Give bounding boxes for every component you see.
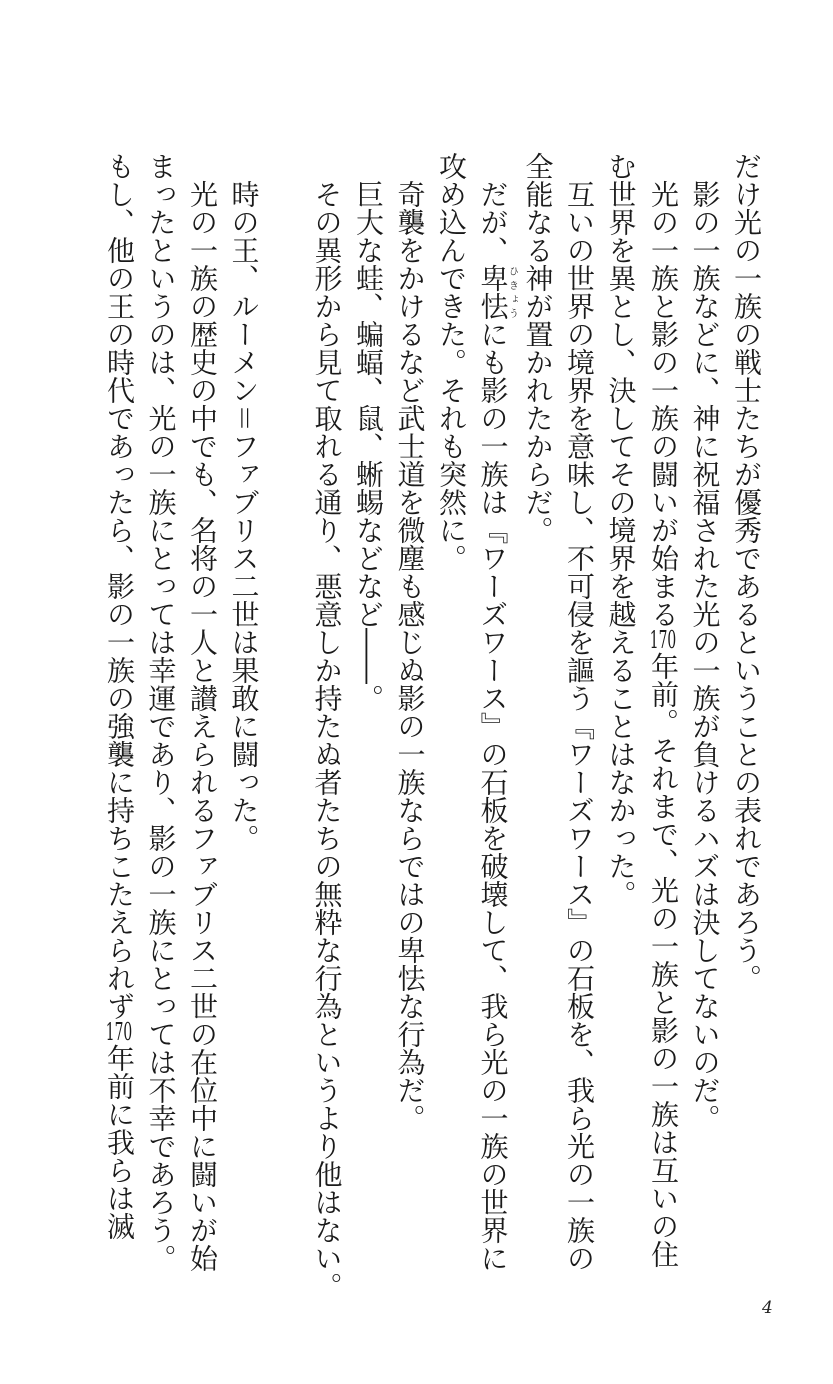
text-line: 時の王、ルーメン＝ファブリス二世は果敢に闘った。	[227, 180, 261, 853]
page-number: 4	[762, 1298, 773, 1318]
text-segment: にも影の一族は『ワーズワース』の石板を破壊して、我ら光の一族の世界に	[476, 320, 510, 1272]
number-segment: 170	[649, 628, 677, 652]
text-line: まったというのは、光の一族にとっては幸運であり、影の一族にとっては不幸であろう。	[144, 152, 178, 1272]
text-line: 攻め込んできた。それも突然に。	[435, 152, 468, 572]
text-segment: 年前。それまで、光の一族と影の一族は互いの住	[647, 652, 680, 1268]
text-line	[642, 152, 685, 1277]
text-segment: もし、他の王の時代であったら、影の一族の強襲に持ちこたえられず	[103, 152, 136, 1020]
ruby-text: ひきょう	[506, 264, 518, 320]
ruby-annotation	[476, 264, 518, 320]
text-line: その異形から見て取れる通り、悪意しか持たぬ者たちの無粋な行為というより他はない。	[310, 180, 344, 1300]
text-line: 全能なる神が置かれたからだ。	[521, 152, 555, 544]
text-segment: 年前に我らは滅	[103, 1044, 136, 1240]
text-line	[472, 152, 517, 1277]
vertical-body-text	[98, 152, 768, 1300]
text-line: 巨大な蛙、蝙蝠、鼠、蜥蜴などなど――。	[352, 180, 385, 712]
blank-line	[265, 152, 307, 1277]
text-line: む世界を異とし、決してその境界を越えることはなかった。	[604, 152, 638, 908]
text-line: 影の一族などに、神に祝福された光の一族が負けるハズは決してないのだ。	[688, 180, 722, 1132]
text-segment: 光の一族と影の一族の闘いが始まる	[647, 180, 680, 628]
number-segment: 170	[105, 1020, 133, 1044]
text-line: だけ光の一族の戦士たちが優秀であるということの表れであろう。	[730, 152, 763, 992]
text-line	[98, 152, 141, 1277]
ruby-base: 卑怯	[476, 264, 510, 320]
text-line: 奇襲をかけるなど武士道を微塵も感じぬ影の一族ならではの卑怯な行為だ。	[393, 180, 427, 1132]
text-line: 互いの世界の境界を意味し、不可侵を謳う『ワーズワース』の石板を、我ら光の一族の	[563, 180, 596, 1272]
text-line: 光の一族の歴史の中でも、名将の一人と讃えられるファブリス二世の在位中に闘いが始	[186, 180, 219, 1272]
text-segment: だが、	[476, 180, 510, 264]
